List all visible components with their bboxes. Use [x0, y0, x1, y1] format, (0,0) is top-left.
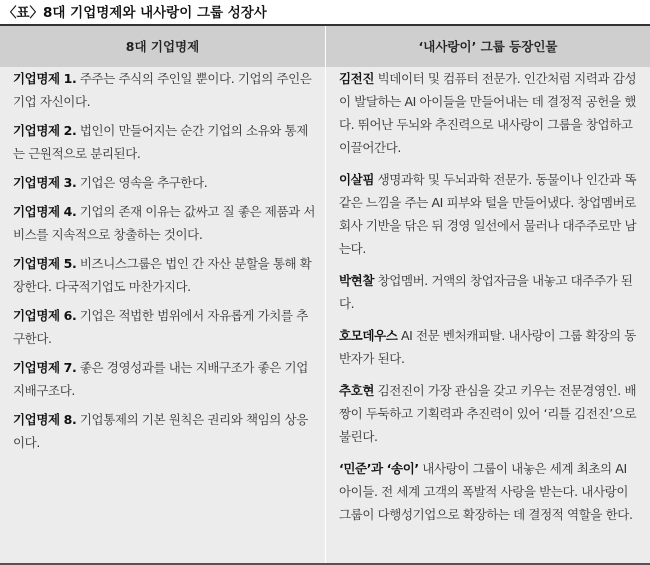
- character-item: ‘민준’과 ‘송이’ 내사랑이 그룹이 내놓은 세계 최초의 AI 아이들. 전 세계 고객의 폭발적 사랑을 받는다. 내사랑이 그룹이 다행성기업으로 확장하는 데 결정적 역할을 한다.: [339, 461, 633, 522]
- proposition-item: 기업명제 3. 기업은 영속을 추구한다.: [13, 175, 208, 190]
- characters-column: [339, 67, 639, 535]
- header-propositions: 8대 기업명제: [125, 39, 200, 54]
- proposition-item: 기업명제 8. 기업통제의 기본 원칙은 권리와 책임의 상응이다.: [13, 412, 308, 450]
- column-divider: [325, 26, 326, 563]
- proposition-item: 기업명제 4. 기업의 존재 이유는 값싸고 질 좋은 제품과 서비스를 지속적으로 창출하는 것이다.: [13, 204, 316, 242]
- character-item: 추호현 김전진이 가장 관심을 갖고 키우는 전문경영인. 배짱이 두둑하고 기획력과 추진력이 있어 ‘리틀 김전진’으로 불린다.: [339, 383, 637, 444]
- character-item: 이살핌 생명과학 및 두뇌과학 전문가. 동물이나 인간과 똑같은 느낌을 주는 AI 피부와 털을 만들어냈다. 창업멤버로 회사 기반을 닦은 뒤 경영 일선에서 물러나 대주주로만 남는다.: [339, 172, 637, 256]
- character-item: 김전진 빅데이터 및 컴퓨터 전문가. 인간처럼 지력과 감성이 발달하는 AI 아이들을 만들어내는 데 결정적 공헌을 했다. 뛰어난 두뇌와 추진력으로 내사랑이 그룹을 창업하고 이끌어간다.: [339, 71, 637, 155]
- character-item: 호모데우스 AI 전문 벤처캐피탈. 내사랑이 그룹 확장의 동반자가 된다.: [339, 328, 636, 366]
- table-title: 〈표〉8대 기업명제와 내사랑이 그룹 성장사: [0, 0, 650, 26]
- proposition-item: 기업명제 2. 법인이 만들어지는 순간 기업의 소유와 통제는 근원적으로 분리된다.: [13, 123, 308, 161]
- header-characters: ‘내사랑이’ 그룹 등장인물: [418, 39, 558, 54]
- character-item: 박현찰 창업멤버. 거액의 창업자금을 내놓고 대주주가 된다.: [339, 273, 633, 311]
- proposition-item: 기업명제 5. 비즈니스그룹은 법인 간 자산 분할을 통해 확장한다. 다국적기업도 마찬가지다.: [13, 256, 312, 294]
- proposition-item: 기업명제 6. 기업은 적법한 범위에서 자유롭게 가치를 추구한다.: [13, 308, 308, 346]
- proposition-item: 기업명제 7. 좋은 경영성과를 내는 지배구조가 좋은 기업지배구조다.: [13, 360, 308, 398]
- proposition-item: 기업명제 1. 주주는 주식의 주인일 뿐이다. 기업의 주인은 기업 자신이다.: [13, 71, 312, 109]
- propositions-column: [13, 67, 316, 460]
